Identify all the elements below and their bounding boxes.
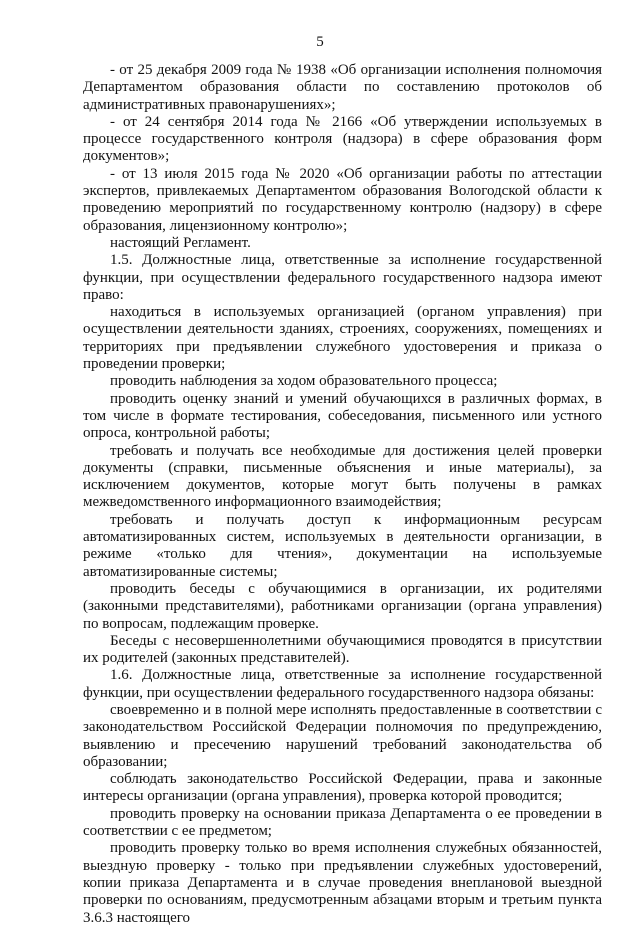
paragraph-duty-service-hours: проводить проверку только во время исполнения служебных обязанностей, выездную проверку - только при предъявлении служебных удостоверений, копии приказа Департамента и в случае проведения внеплановой выездной проверки по основаниям, предусмотренным абзацами вторым и третьим пункта 3.6.3 настоящего (83, 840, 602, 926)
paragraph-this-regulation: настоящий Регламент. (110, 234, 251, 251)
paragraph-right-access-systems: требовать и получать доступ к информационным ресурсам автоматизированных систем, используемых в деятельности организации, в режиме «только для чтения», документации на используемые автоматизированные системы; (83, 511, 602, 580)
paragraph-decree-1938: - от 25 декабря 2009 года № 1938 «Об организации исполнения полномочия Департаментом образования области по составлению протоколов об административных правонарушениях»; (83, 62, 602, 113)
paragraph-right-assess-knowledge: проводить оценку знаний и умений обучающихся в различных формах, в том числе в формате тестирования, собеседования, письменного или устного опроса, контрольной работы; (83, 390, 602, 442)
paragraph-duty-exercise-powers: своевременно и в полной мере исполнять предоставленные в соответствии с законодательством Российской Федерации полномочия по предупреждению, выявлению и пресечению нарушений требований законодательства об образовании; (83, 701, 602, 770)
paragraph-right-conduct-interviews: проводить беседы с обучающимися в организации, их родителями (законными представителями), работниками организации (органа управления) по вопросам, подлежащим проверке. (83, 580, 602, 632)
page-number: 5 (316, 34, 324, 50)
paragraph-decree-2020: - от 13 июля 2015 года № 2020 «Об организации работы по аттестации экспертов, привлекаемых Департаментом образования Вологодской области к проведению мероприятий по государственному контролю (надзору) в сфере образования, лицензионному контролю»; (83, 165, 602, 234)
paragraph-duty-order-basis: проводить проверку на основании приказа Департамента о ее проведении в соответствии с ее предметом; (83, 805, 602, 840)
paragraph-right-request-documents: требовать и получать все необходимые для достижения целей проверки документы (справки, письменные объяснения и иные материалы), за исключением документов, которые могут быть получены в рамках межведомственного информационного взаимодействия; (83, 442, 602, 511)
paragraph-duty-observe-law: соблюдать законодательство Российской Федерации, права и законные интересы организации (органа управления), проверка которой проводится; (83, 771, 602, 805)
paragraph-minors-interviews: Беседы с несовершеннолетними обучающимися проводятся в присутствии их родителей (законных представителей). (83, 632, 602, 667)
paragraph-right-access-premises: находиться в используемых организацией (органом управления) при осуществлении деятельности зданиях, строениях, сооружениях, помещениях и территориях при предъявлении служебного удостоверения и приказа о проведении проверки; (83, 304, 602, 373)
paragraph-section-1-5: 1.5. Должностные лица, ответственные за исполнение государственной функции, при осуществлении федерального государственного надзора имеют право: (83, 252, 602, 303)
paragraph-decree-2166: - от 24 сентября 2014 года № 2166 «Об утверждении используемых в процессе государственного контроля (надзора) в сфере образования форм документов»; (83, 113, 602, 165)
paragraph-right-observe-process: проводить наблюдения за ходом образовательного процесса; (110, 373, 498, 390)
document-body (83, 62, 602, 927)
paragraph-section-1-6: 1.6. Должностные лица, ответственные за исполнение государственной функции, при осуществлении федерального государственного надзора обязаны: (83, 667, 602, 701)
